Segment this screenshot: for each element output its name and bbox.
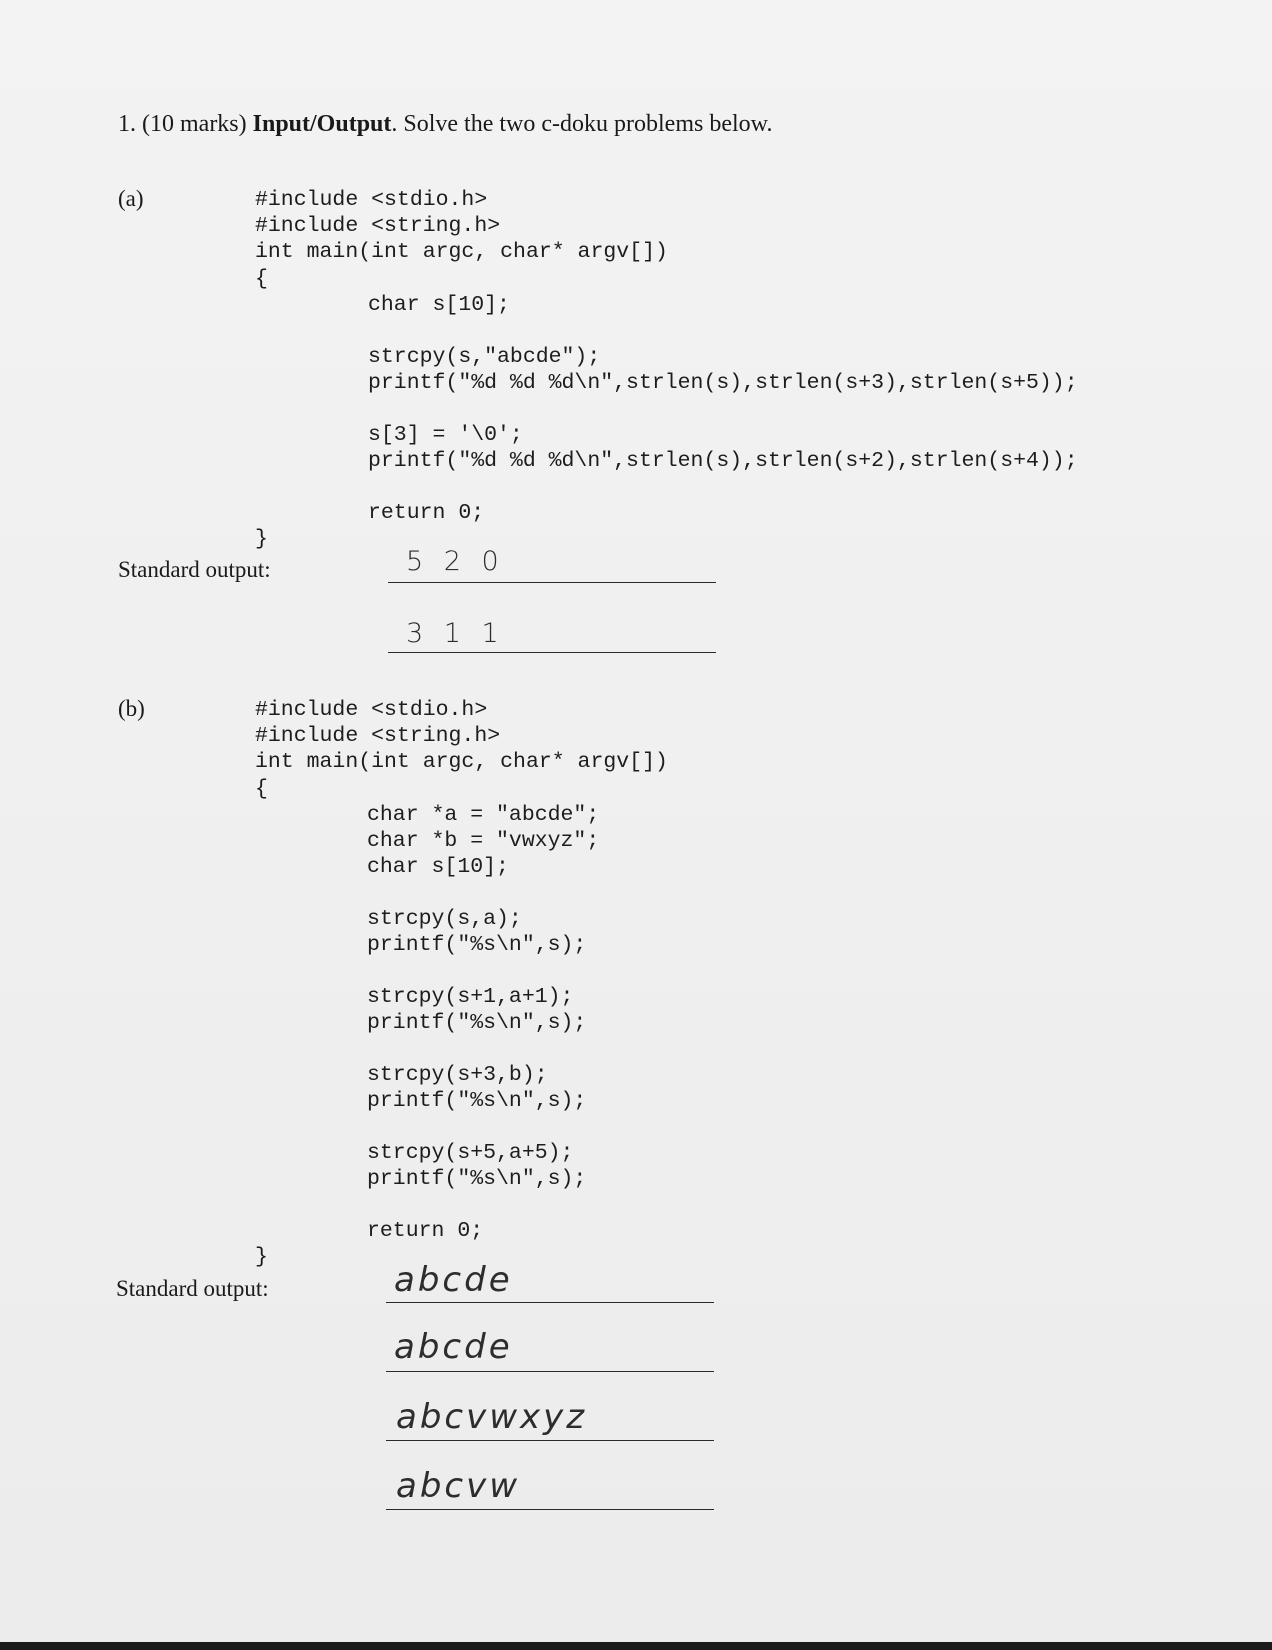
part-a-output-label: Standard output:: [118, 557, 271, 582]
question-number: 1.: [118, 111, 136, 137]
part-b-answer-3: abcvwxyz: [396, 1397, 588, 1437]
part-a-answer-line-1: [388, 582, 716, 583]
part-b-answer-line-3: [386, 1440, 714, 1441]
part-b-label: (b): [118, 696, 145, 721]
question-header: [118, 112, 772, 136]
part-b-answer-line-1: [386, 1302, 714, 1303]
part-b-answer-4: abcvw: [396, 1466, 521, 1506]
part-b-open-brace: {: [255, 777, 268, 801]
part-a-answer-line-2: [388, 652, 716, 653]
part-a-answer-1: 5 2 0: [406, 546, 505, 577]
part-a-open-brace: {: [255, 267, 268, 291]
part-b-answer-line-4: [386, 1509, 714, 1510]
question-instruction: . Solve the two c-doku problems below.: [391, 111, 773, 137]
part-b-close-brace: }: [255, 1245, 268, 1269]
part-a-code-header: #include <stdio.h> #include <string.h> int main(int argc, char* argv[]): [255, 188, 668, 264]
part-b-answer-line-2: [386, 1371, 714, 1372]
part-b-answer-2: abcde: [394, 1327, 513, 1367]
part-a-label: (a): [118, 186, 144, 211]
part-a-answer-2: 3 1 1: [406, 618, 505, 649]
question-marks: (10 marks): [142, 111, 247, 137]
part-b-code-body: char *a = "abcde"; char *b = "vwxyz"; char s[10]; strcpy(s,a); printf("%s\n",s); strcpy(s+1,a+1); printf("%s\n",s); strcpy(s+3,b); printf("%s\n",s); strcpy(s+5,a+5); printf("%s\n",s); return 0;: [367, 803, 600, 1243]
part-b-output-label: Standard output:: [116, 1276, 269, 1301]
question-title: Input/Output: [252, 111, 392, 137]
part-a-code-body: char s[10]; strcpy(s,"abcde"); printf("%d %d %d\n",strlen(s),strlen(s+3),strlen(s+5)); s[3] = '\0'; printf("%d %d %d\n",strlen(s),strlen(s+2),strlen(s+4)); return 0;: [368, 293, 1078, 525]
part-b-code-header: #include <stdio.h> #include <string.h> int main(int argc, char* argv[]): [255, 698, 668, 774]
part-b-answer-1: abcde: [394, 1260, 513, 1300]
part-a-close-brace: }: [255, 527, 268, 551]
scan-bottom-edge: [0, 1642, 1272, 1650]
